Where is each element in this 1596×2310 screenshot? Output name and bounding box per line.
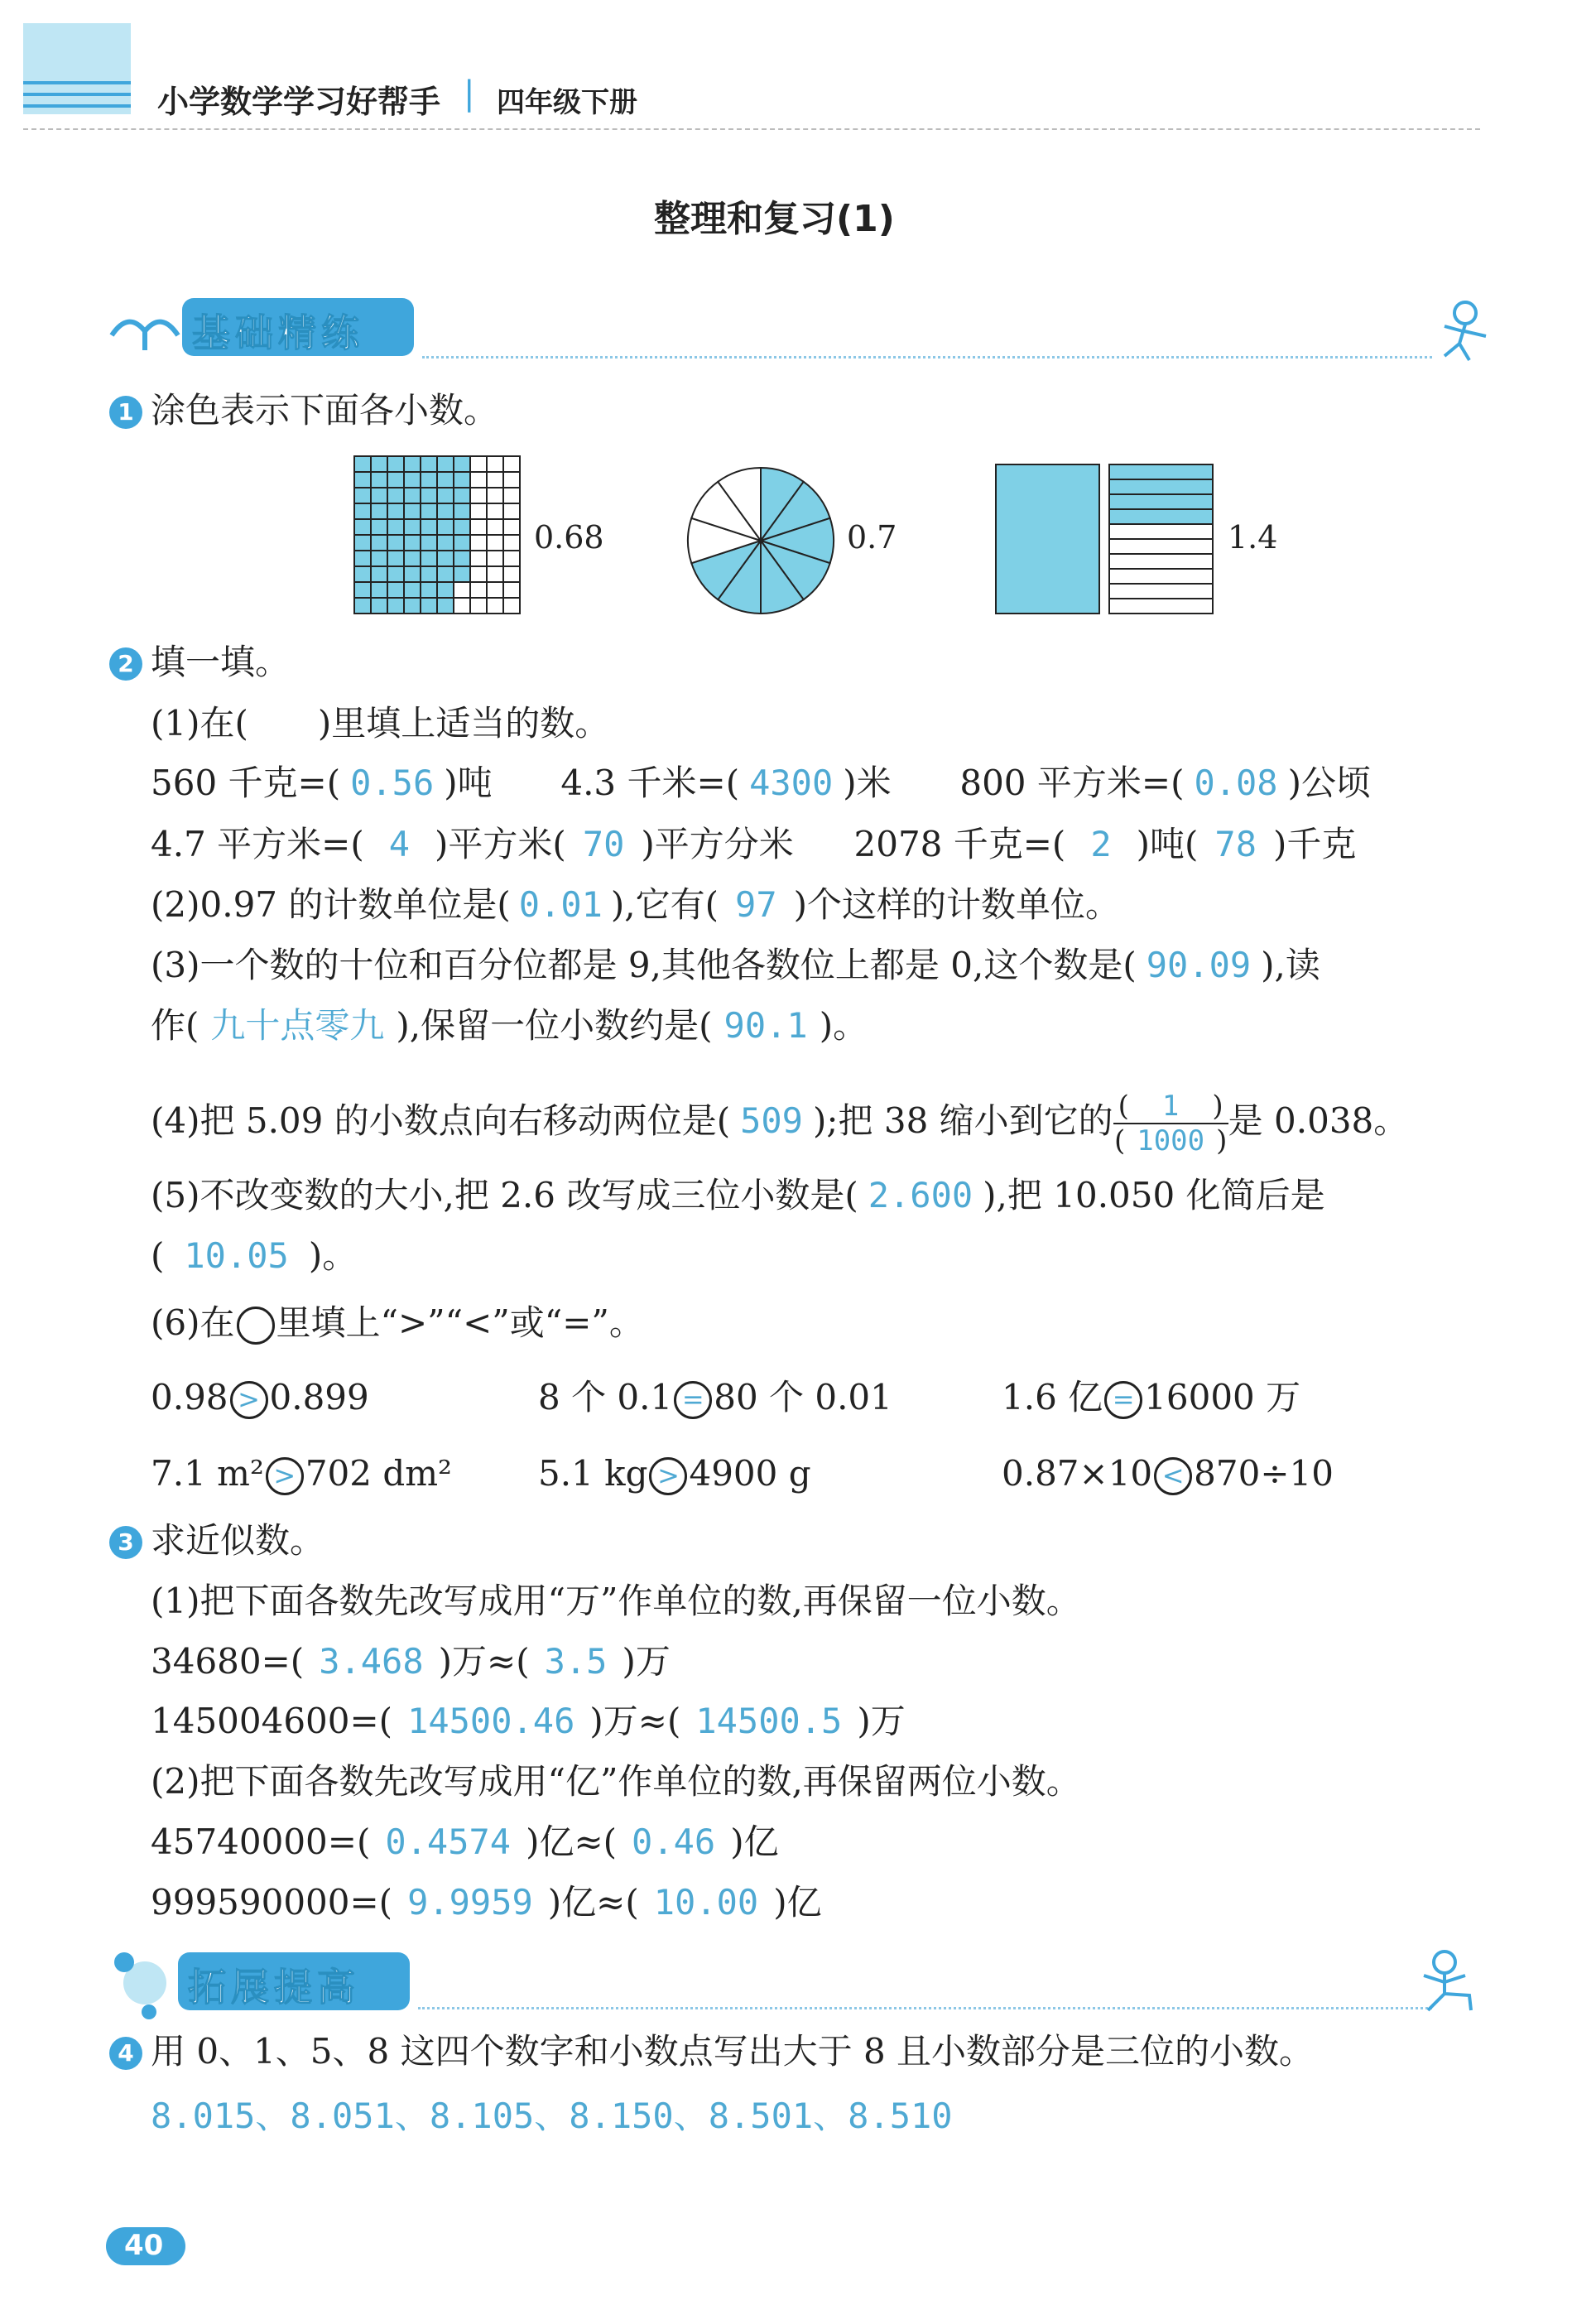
- header-separator: |: [464, 75, 475, 113]
- grid-cell: [421, 566, 437, 582]
- question-1-badge: 1: [109, 396, 142, 429]
- grid-cell: [404, 566, 421, 582]
- grid-cell: [437, 519, 454, 535]
- grid-cell: [503, 503, 520, 519]
- grid-cell: [387, 582, 404, 598]
- compare-sign: >: [649, 1457, 687, 1495]
- grid-cell: [454, 598, 470, 614]
- grid-cell: [470, 551, 487, 566]
- grid-cell: [421, 535, 437, 551]
- grid-cell: [421, 488, 437, 503]
- grid-cell: [354, 551, 371, 566]
- question-3-text: 求近似数。: [151, 1520, 325, 1561]
- grid-cell: [371, 503, 387, 519]
- q2-part2: (2)0.97 的计数单位是( 0.01 ),它有( 97 )个这样的计数单位。: [151, 884, 1120, 925]
- grid-cell: [404, 472, 421, 488]
- grid-cell: [454, 535, 470, 551]
- grid-cell: [503, 456, 520, 472]
- grid-cell: [454, 551, 470, 566]
- question-4-answer: 8.015、8.051、8.105、8.150、8.501、8.510: [151, 2096, 953, 2136]
- answer: 9.9959: [407, 1882, 533, 1923]
- answer: 0.01: [518, 884, 603, 925]
- q2-part3-line1: (3)一个数的十位和百分位都是 9,其他各数位上都是 0,这个数是( 90.09 ),读: [151, 945, 1320, 985]
- grid-cell: [371, 456, 387, 472]
- q3-part1: (1)把下面各数先改写成用“万”作单位的数,再保留一位小数。: [151, 1581, 1081, 1621]
- answer: 4300: [749, 763, 834, 803]
- grid-cell: [487, 456, 503, 472]
- grid-cell: [454, 456, 470, 472]
- grid-cell: [387, 456, 404, 472]
- question-2-badge: 2: [109, 647, 142, 681]
- q3-row3: 45740000=( 0.4574 )亿≈( 0.46 )亿: [151, 1822, 779, 1862]
- grid-cell: [437, 488, 454, 503]
- grid-cell: [437, 456, 454, 472]
- strip-rectangle: [1109, 509, 1213, 524]
- grid-cell: [404, 582, 421, 598]
- answer: 0.08: [1194, 763, 1278, 803]
- q2-part4: (4)把 5.09 的小数点向右移动两位是( 509 );把 38 缩小到它的 $\frac{( 1 )}{( 1000 )}$ 是 0.038。: [151, 1090, 1409, 1157]
- compare-item-5: 5.1 kg > 4900 g: [538, 1453, 811, 1494]
- q3-row4: 999590000=( 9.9959 )亿≈( 10.00 )亿: [151, 1882, 822, 1923]
- grid-cell: [421, 456, 437, 472]
- grid-cell: [454, 503, 470, 519]
- label-1-4: 1.4: [1228, 519, 1278, 556]
- grid-cell: [404, 503, 421, 519]
- compare-item-3: 1.6 亿 = 16000 万: [1002, 1377, 1301, 1417]
- answer: 2: [1090, 824, 1112, 864]
- grid-cell: [454, 488, 470, 503]
- compare-sign: >: [266, 1457, 304, 1495]
- compare-item-2: 8 个 0.1 = 80 个 0.01: [538, 1377, 892, 1417]
- grid-cell: [437, 551, 454, 566]
- grid-cell: [454, 472, 470, 488]
- grid-cell: [421, 551, 437, 566]
- grid-cell: [354, 566, 371, 582]
- grid-cell: [354, 582, 371, 598]
- grid-cell: [487, 472, 503, 488]
- answer: 10.00: [653, 1882, 759, 1923]
- grid-cell: [470, 566, 487, 582]
- grid-cell: [387, 472, 404, 488]
- question-4-text: 用 0、1、5、8 这四个数字和小数点写出大于 8 且小数部分是三位的小数。: [151, 2031, 1315, 2072]
- grid-cell: [421, 519, 437, 535]
- grid-cell: [421, 503, 437, 519]
- circle-figure: [684, 464, 838, 618]
- grid-cell: [487, 551, 503, 566]
- answer: 0.46: [632, 1822, 716, 1862]
- grid-cell: [470, 519, 487, 535]
- q2-row1: 560 千克=( 0.56 )吨 4.3 千米=( 4300 )米 800 平方米=( 0.08 )公顷: [151, 763, 1371, 803]
- grid-cell: [387, 598, 404, 614]
- grid-cell: [487, 503, 503, 519]
- answer: 1000: [1137, 1124, 1205, 1157]
- label-0-7: 0.7: [847, 519, 897, 556]
- compare-item-4: 7.1 m² > 702 dm²: [151, 1453, 452, 1494]
- grid-cell: [354, 535, 371, 551]
- grid-cell: [354, 503, 371, 519]
- q2-part5-line2: ( 10.05 )。: [151, 1235, 358, 1276]
- strip-rectangle: [1109, 464, 1213, 479]
- compare-sign: <: [1154, 1457, 1192, 1495]
- grid-cell: [487, 519, 503, 535]
- strip-rectangle: [1109, 539, 1213, 554]
- grid-cell: [487, 535, 503, 551]
- question-2-text: 填一填。: [151, 642, 291, 682]
- compare-sign: =: [1104, 1381, 1142, 1419]
- grid-cell: [421, 472, 437, 488]
- grid-cell: [503, 472, 520, 488]
- grid-cell: [454, 582, 470, 598]
- grid-cell: [503, 598, 520, 614]
- answer: 2.600: [868, 1175, 973, 1215]
- grid-cell: [503, 582, 520, 598]
- q2-part6: (6)在 里填上“>”“<”或“=”。: [151, 1302, 644, 1343]
- answer: 509: [740, 1100, 803, 1141]
- strip-rectangle: [1109, 479, 1213, 494]
- header-divider: [23, 128, 1480, 130]
- grid-cell: [387, 535, 404, 551]
- q3-row2: 145004600=( 14500.46 )万≈( 14500.5 )万: [151, 1701, 906, 1741]
- strip-rectangle: [1109, 554, 1213, 569]
- rectangle-figure: [993, 462, 1217, 616]
- grid-cell: [503, 535, 520, 551]
- grid-cell: [354, 456, 371, 472]
- grid-cell: [470, 535, 487, 551]
- answer: 九十点零九: [210, 1005, 385, 1046]
- grid-cell: [404, 519, 421, 535]
- grid-cell: [371, 551, 387, 566]
- answer: 97: [735, 884, 777, 925]
- grid-cell: [437, 472, 454, 488]
- grid-cell: [354, 488, 371, 503]
- grid-cell: [454, 519, 470, 535]
- q2-row2: 4.7 平方米=( 4 )平方米( 70 )平方分米 2078 千克=( 2 )吨( 78 )千克: [151, 824, 1357, 864]
- strip-rectangle: [1109, 584, 1213, 599]
- grid-cell: [503, 566, 520, 582]
- sitting-kid-icon: [1411, 1946, 1486, 2016]
- grid-cell: [354, 598, 371, 614]
- hundred-grid-figure: [352, 454, 522, 616]
- answer: 14500.5: [695, 1701, 843, 1741]
- section-basic-title: 基础精练: [192, 310, 364, 355]
- header-stripe-block: [23, 23, 131, 114]
- answer: 90.09: [1146, 945, 1252, 985]
- grid-cell: [387, 503, 404, 519]
- strip-rectangle: [1109, 494, 1213, 509]
- q3-row1: 34680=( 3.468 )万≈( 3.5 )万: [151, 1641, 671, 1682]
- grid-cell: [371, 582, 387, 598]
- grid-cell: [404, 456, 421, 472]
- q2-part5-line1: (5)不改变数的大小,把 2.6 改写成三位小数是( 2.600 ),把 10.050 化简后是: [151, 1175, 1325, 1215]
- whole-rectangle: [996, 464, 1099, 614]
- header-grade: 四年级下册: [497, 86, 637, 119]
- circle-blank: [237, 1307, 275, 1345]
- grid-cell: [470, 456, 487, 472]
- label-0-68: 0.68: [534, 519, 604, 556]
- grid-cell: [404, 598, 421, 614]
- header-book-title: 小学数学学习好帮手: [157, 84, 441, 120]
- grid-cell: [371, 519, 387, 535]
- question-3-badge: 3: [109, 1526, 142, 1559]
- q3-part2: (2)把下面各数先改写成用“亿”作单位的数,再保留两位小数。: [151, 1761, 1081, 1802]
- grid-cell: [354, 519, 371, 535]
- grid-cell: [503, 488, 520, 503]
- grid-cell: [437, 598, 454, 614]
- answer: 10.05: [184, 1235, 289, 1276]
- answer: 90.1: [723, 1005, 808, 1046]
- answer: 14500.46: [407, 1701, 575, 1741]
- section-advance-title: 拓展提高: [188, 1965, 360, 2009]
- fraction: $\frac{( 1 )}{( 1000 )}$: [1113, 1090, 1228, 1157]
- question-4-badge: 4: [109, 2037, 142, 2070]
- grid-cell: [371, 598, 387, 614]
- grid-cell: [487, 582, 503, 598]
- running-kid-icon: [1428, 298, 1494, 364]
- answer: 3.468: [319, 1641, 424, 1682]
- grid-cell: [404, 551, 421, 566]
- grid-cell: [371, 488, 387, 503]
- q2-part3-line2: 作( 九十点零九 ),保留一位小数约是( 90.1 )。: [151, 1005, 868, 1046]
- page-number: 40: [124, 2229, 164, 2262]
- grid-cell: [404, 535, 421, 551]
- grid-cell: [421, 598, 437, 614]
- grid-cell: [503, 551, 520, 566]
- grid-cell: [371, 472, 387, 488]
- grid-cell: [421, 582, 437, 598]
- answer: 4: [388, 824, 411, 864]
- grid-cell: [487, 488, 503, 503]
- grid-cell: [354, 472, 371, 488]
- grid-cell: [470, 598, 487, 614]
- answer: 0.4574: [385, 1822, 512, 1862]
- answer: 3.5: [544, 1641, 608, 1682]
- compare-item-1: 0.98 > 0.899: [151, 1377, 369, 1417]
- section-advance-divider: [418, 2007, 1432, 2009]
- grid-cell: [404, 488, 421, 503]
- grid-cell: [470, 472, 487, 488]
- grid-cell: [371, 566, 387, 582]
- grid-cell: [371, 535, 387, 551]
- answer: 78: [1214, 824, 1257, 864]
- grid-cell: [437, 503, 454, 519]
- compare-sign: >: [230, 1381, 268, 1419]
- grid-cell: [437, 582, 454, 598]
- grid-cell: [387, 566, 404, 582]
- grid-cell: [454, 566, 470, 582]
- grid-cell: [437, 535, 454, 551]
- question-1-text: 涂色表示下面各小数。: [151, 390, 499, 431]
- compare-sign: =: [674, 1381, 712, 1419]
- answer: 0.56: [350, 763, 435, 803]
- grid-cell: [470, 503, 487, 519]
- grid-cell: [470, 488, 487, 503]
- grid-cell: [503, 519, 520, 535]
- grid-cell: [437, 566, 454, 582]
- q2-part1-intro: (1)在( )里填上适当的数。: [151, 703, 610, 744]
- strip-rectangle: [1109, 524, 1213, 539]
- section-basic-divider: [422, 356, 1432, 359]
- strip-rectangle: [1109, 569, 1213, 584]
- compare-item-6: 0.87×10 < 870÷10: [1002, 1453, 1334, 1494]
- grid-cell: [470, 582, 487, 598]
- grid-cell: [487, 566, 503, 582]
- grid-cell: [387, 519, 404, 535]
- strip-rectangle: [1109, 599, 1213, 614]
- page-title: 整理和复习(1): [654, 198, 895, 240]
- bubbles-icon: [108, 1937, 182, 2020]
- sprout-icon: [103, 302, 186, 352]
- answer: 1: [1161, 1090, 1180, 1123]
- grid-cell: [387, 551, 404, 566]
- grid-cell: [387, 488, 404, 503]
- grid-cell: [487, 598, 503, 614]
- answer: 70: [582, 824, 625, 864]
